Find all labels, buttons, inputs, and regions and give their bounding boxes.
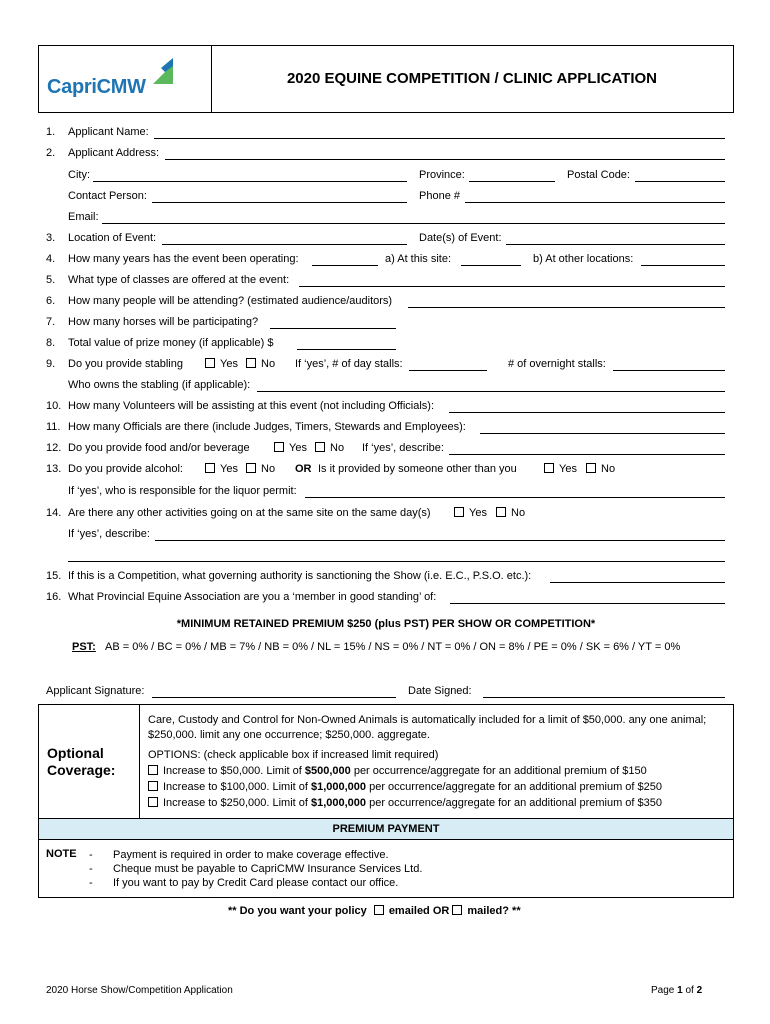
- stabling-owner-field[interactable]: [257, 391, 725, 392]
- class-types-label: What type of classes are offered at the event:: [68, 274, 290, 286]
- signature-label: Applicant Signature:: [46, 685, 145, 697]
- activities-yes-label: Yes: [469, 507, 487, 519]
- event-location-field[interactable]: [162, 244, 407, 245]
- years-operating-label: How many years has the event been operating:: [68, 253, 299, 265]
- option-50k-checkbox[interactable]: [148, 765, 158, 775]
- q9-number: 9.: [46, 358, 56, 370]
- option-100k-checkbox[interactable]: [148, 781, 158, 791]
- stabling-yes-option[interactable]: [205, 357, 238, 371]
- province-field[interactable]: [469, 181, 555, 182]
- alcohol-yes-option[interactable]: [205, 462, 238, 476]
- options-label: OPTIONS: (check applicable box if increased limit required): [148, 749, 439, 761]
- footer-document-name: 2020 Horse Show/Competition Application: [46, 985, 233, 996]
- q7-number: 7.: [46, 316, 56, 328]
- alcohol-other-no-label: No: [601, 463, 616, 475]
- years-operating-field[interactable]: [312, 265, 378, 266]
- logo-mark-icon: [147, 58, 173, 84]
- note-item: If you want to pay by Credit Card please contact our office.: [113, 877, 399, 889]
- logo-cmw-text: CMW: [96, 76, 146, 98]
- q4-number: 4.: [46, 253, 56, 265]
- optional-heading-line1: Optional: [47, 745, 104, 761]
- alcohol-other-yes-option[interactable]: [544, 462, 577, 476]
- pst-rates: AB = 0% / BC = 0% / MB = 7% / NB = 0% / NL = 15% / NS = 0% / NT = 0% / ON = 8% / PE = 0% / SK = 6% / YT = 0%: [105, 641, 681, 653]
- horses-field[interactable]: [270, 328, 396, 329]
- delivery-prefix: ** Do you want your policy: [228, 905, 367, 917]
- q12-number: 12.: [46, 442, 62, 454]
- date-signed-label: Date Signed:: [408, 685, 472, 697]
- q8-number: 8.: [46, 337, 56, 349]
- food-yes-checkbox[interactable]: [274, 442, 284, 452]
- activities-describe-label: If ‘yes’, describe:: [68, 528, 150, 540]
- provincial-association-field[interactable]: [450, 603, 725, 604]
- phone-field[interactable]: [465, 202, 725, 203]
- q2-number: 2.: [46, 147, 56, 159]
- stabling-no-option[interactable]: [246, 357, 275, 371]
- contact-person-field[interactable]: [152, 202, 407, 203]
- alcohol-other-no-checkbox[interactable]: [586, 463, 596, 473]
- alcohol-or-label: OR: [295, 463, 312, 475]
- delivery-or: OR: [432, 905, 450, 917]
- page-word: Page: [651, 985, 675, 996]
- option-250k-premium: per occurrence/aggregate for an additional premium of $350: [366, 797, 663, 809]
- pst-label: PST:: [72, 641, 96, 653]
- governing-authority-label: If this is a Competition, what governing authority is sanctioning the Show (i.e. E.C., P.S.O. etc.):: [68, 570, 532, 582]
- q15-number: 15.: [46, 570, 62, 582]
- activities-yes-option[interactable]: [454, 506, 487, 520]
- food-describe-field[interactable]: [449, 454, 725, 455]
- signature-field[interactable]: [152, 697, 396, 698]
- food-yes-label: Yes: [289, 442, 307, 454]
- option-50k-text: Increase to $50,000. Limit of: [163, 765, 305, 777]
- day-stalls-field[interactable]: [409, 370, 487, 371]
- postal-code-field[interactable]: [635, 181, 725, 182]
- minimum-premium-notice: *MINIMUM RETAINED PREMIUM $250 (plus PST) PER SHOW OR COMPETITION*: [176, 618, 596, 630]
- officials-field[interactable]: [480, 433, 725, 434]
- email-field[interactable]: [102, 223, 725, 224]
- option-100k-premium: per occurrence/aggregate for an additional premium of $250: [366, 781, 663, 793]
- note-items: [113, 848, 422, 890]
- note-item: Cheque must be payable to CapriCMW Insurance Services Ltd.: [113, 863, 423, 875]
- applicant-address-field[interactable]: [165, 159, 725, 160]
- food-beverage-label: Do you provide food and/or beverage: [68, 442, 250, 454]
- note-dashes: [89, 848, 93, 890]
- q13-number: 13.: [46, 463, 62, 475]
- note-dash-2: -: [89, 863, 93, 875]
- other-activities-label: Are there any other activities going on at the same site on the same day(s): [68, 507, 431, 519]
- volunteers-label: How many Volunteers will be assisting at this event (not including Officials):: [68, 400, 435, 412]
- note-label: NOTE: [46, 848, 77, 860]
- logo-capri-text: Capri: [47, 76, 97, 98]
- food-no-label: No: [330, 442, 345, 454]
- of-word: of: [685, 985, 694, 996]
- food-no-checkbox[interactable]: [315, 442, 325, 452]
- optional-coverage-box: [38, 704, 734, 820]
- prize-money-field[interactable]: [297, 349, 396, 350]
- stabling-label: Do you provide stabling: [68, 358, 183, 370]
- option-50k-premium: per occurrence/aggregate for an additional premium of $150: [350, 765, 647, 777]
- horses-label: How many horses will be participating?: [68, 316, 259, 328]
- option-250k[interactable]: [148, 795, 662, 811]
- province-label: Province:: [419, 169, 465, 181]
- q1-number: 1.: [46, 126, 56, 138]
- q6-number: 6.: [46, 295, 56, 307]
- event-location-label: Location of Event:: [68, 232, 157, 244]
- q14-number: 14.: [46, 507, 62, 519]
- coverage-options: [148, 747, 662, 811]
- liquor-permit-label: If ‘yes’, who is responsible for the liquor permit:: [68, 485, 297, 497]
- stabling-yes-checkbox[interactable]: [205, 358, 215, 368]
- alcohol-yes-checkbox[interactable]: [205, 463, 215, 473]
- optional-coverage-description: [148, 713, 706, 743]
- food-describe-label: If ‘yes’, describe:: [362, 442, 444, 454]
- optional-heading-line2: Coverage:: [47, 762, 116, 778]
- option-50k-amount: $500,000: [304, 765, 351, 777]
- q5-number: 5.: [46, 274, 56, 286]
- governing-authority-field[interactable]: [550, 582, 725, 583]
- q10-number: 10.: [46, 400, 62, 412]
- coverage-desc-line2: $250,000. limit any one occurrence; $250,000. aggregate.: [148, 729, 430, 741]
- stabling-yes-label: Yes: [220, 358, 238, 370]
- emailed-checkbox[interactable]: [374, 905, 384, 915]
- page-current: 1: [677, 985, 683, 996]
- alcohol-no-option[interactable]: [246, 462, 275, 476]
- overnight-stalls-label: # of overnight stalls:: [508, 358, 606, 370]
- header-box: [38, 45, 734, 113]
- alcohol-other-label: Is it provided by someone other than you: [318, 463, 517, 475]
- alcohol-no-label: No: [261, 463, 276, 475]
- option-100k-amount: $1,000,000: [310, 781, 367, 793]
- volunteers-field[interactable]: [449, 412, 725, 413]
- food-no-option[interactable]: [315, 441, 344, 455]
- applicant-name-label: Applicant Name:: [68, 126, 149, 138]
- alcohol-other-yes-label: Yes: [559, 463, 577, 475]
- footer-page-number: [651, 984, 702, 998]
- other-locations-label: b) At other locations:: [533, 253, 634, 265]
- date-signed-field[interactable]: [483, 697, 725, 698]
- alcohol-other-yes-checkbox[interactable]: [544, 463, 554, 473]
- optional-coverage-heading: [47, 745, 115, 779]
- activities-no-option[interactable]: [496, 506, 525, 520]
- postal-code-label: Postal Code:: [567, 169, 630, 181]
- city-field[interactable]: [93, 181, 407, 182]
- overnight-stalls-field[interactable]: [613, 370, 725, 371]
- option-250k-text: Increase to $250,000. Limit of: [163, 797, 311, 809]
- option-250k-amount: $1,000,000: [310, 797, 367, 809]
- phone-label: Phone #: [419, 190, 460, 202]
- coverage-desc-line1: Care, Custody and Control for Non-Owned Animals is automatically included for a limit of $50,000. any one animal;: [148, 714, 707, 726]
- mailed-checkbox[interactable]: [452, 905, 462, 915]
- mailed-label: mailed?: [467, 905, 509, 917]
- city-label: City:: [68, 169, 90, 181]
- note-item: Payment is required in order to make coverage effective.: [113, 849, 389, 861]
- note-box: [38, 840, 734, 898]
- applicant-address-label: Applicant Address:: [68, 147, 160, 159]
- at-this-site-label: a) At this site:: [385, 253, 452, 265]
- email-label: Email:: [68, 211, 99, 223]
- at-this-site-field[interactable]: [461, 265, 521, 266]
- alcohol-label: Do you provide alcohol:: [68, 463, 183, 475]
- option-100k[interactable]: [148, 779, 662, 795]
- stabling-no-label: No: [261, 358, 276, 370]
- option-250k-checkbox[interactable]: [148, 797, 158, 807]
- policy-delivery-question: [228, 904, 521, 918]
- prize-money-label: Total value of prize money (if applicable) $: [68, 337, 274, 349]
- contact-person-label: Contact Person:: [68, 190, 147, 202]
- activities-describe-field-2[interactable]: [68, 561, 725, 562]
- page-title: 2020 EQUINE COMPETITION / CLINIC APPLICATION: [286, 70, 658, 87]
- applicant-name-field[interactable]: [154, 138, 725, 139]
- premium-payment-header: PREMIUM PAYMENT: [38, 818, 734, 840]
- delivery-suffix: **: [512, 905, 521, 917]
- provincial-association-label: What Provincial Equine Association are you a ‘member in good standing’ of:: [68, 591, 437, 603]
- event-dates-field[interactable]: [506, 244, 725, 245]
- class-types-field[interactable]: [299, 286, 725, 287]
- activities-no-label: No: [511, 507, 526, 519]
- activities-no-checkbox[interactable]: [496, 507, 506, 517]
- activities-yes-checkbox[interactable]: [454, 507, 464, 517]
- company-logo: [47, 76, 146, 99]
- option-50k[interactable]: [148, 763, 662, 779]
- attendance-field[interactable]: [408, 307, 725, 308]
- q3-number: 3.: [46, 232, 56, 244]
- day-stalls-label: If ‘yes’, # of day stalls:: [295, 358, 403, 370]
- stabling-no-checkbox[interactable]: [246, 358, 256, 368]
- note-dash-1: -: [89, 849, 93, 861]
- officials-label: How many Officials are there (include Judges, Timers, Stewards and Employees):: [68, 421, 466, 433]
- alcohol-no-checkbox[interactable]: [246, 463, 256, 473]
- event-dates-label: Date(s) of Event:: [419, 232, 502, 244]
- alcohol-yes-label: Yes: [220, 463, 238, 475]
- q11-number: 11.: [46, 421, 61, 433]
- food-yes-option[interactable]: [274, 441, 307, 455]
- q16-number: 16.: [46, 591, 62, 603]
- optional-coverage-divider: [139, 705, 140, 819]
- activities-describe-field[interactable]: [155, 540, 725, 541]
- other-locations-field[interactable]: [641, 265, 725, 266]
- option-100k-text: Increase to $100,000. Limit of: [163, 781, 311, 793]
- liquor-permit-field[interactable]: [305, 497, 725, 498]
- emailed-label: emailed: [388, 905, 430, 917]
- attendance-label: How many people will be attending? (estimated audience/auditors): [68, 295, 393, 307]
- note-dash-3: -: [89, 877, 93, 889]
- page-total: 2: [696, 985, 703, 996]
- alcohol-other-no-option[interactable]: [586, 462, 615, 476]
- stabling-owner-label: Who owns the stabling (if applicable):: [68, 379, 251, 391]
